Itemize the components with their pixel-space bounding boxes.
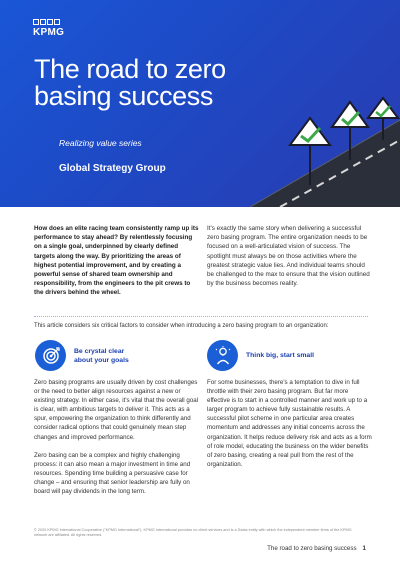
title-line-1: The road to zero (34, 54, 226, 84)
series-label: Realizing value series (59, 138, 142, 148)
factor-think-big-paragraph-1: For some businesses, there's a temptation to dive in full throttle with their zero basing program. But far more effective is to start in a controlled manner and work up to a larger program to achieve fully sustainable results. A successful pilot scheme in one particular area creates momentum and addresses any initial concerns across the organization. It helps reduce delivery risk and acts as a form of role model, educating the business on the wider benefits of zero basing, creating a real pull from the rest of the organization. (207, 379, 372, 468)
factor-think-big-body (207, 378, 372, 469)
legal-notice: © 2020 KPMG International Cooperative ("KPMG International"). KPMG International provides no client services and is a Swiss entity with which the independent member firms of the KPMG network are affiliated. All rights reserved. (34, 528, 352, 537)
lightbulb-person-icon (207, 340, 238, 371)
kpmg-logo-boxes (33, 19, 64, 25)
factor-goals-paragraph-1: Zero basing programs are usually driven by cost challenges or the need to better align resources against a new or existing strategy. In either case, it's vital that the overall goal is clear, with ambitious targets to deliver it. This acts as a spur, empowering the organization to think differently and consider radical options that could genuinely mean step changes and improved performance. (34, 379, 199, 441)
factor-goals-header (35, 340, 144, 371)
footer-title: The road to zero basing success (267, 545, 357, 552)
group-label: Global Strategy Group (59, 163, 166, 174)
intro-paragraph: It's exactly the same story when delivering a successful zero basing program. The entire organization needs to be focused on a well-articulated vision of success. The spotlight must always be on those activities where the greatest strategic value lies. And individual teams should be challenged to the max to ensure that the vision outlined by the business becomes reality. (207, 225, 370, 288)
article-intro-line: This article considers six critical factors to consider when introducing a zero basing program to an organization: (34, 323, 329, 329)
page-title (34, 56, 226, 110)
page-footer (267, 545, 366, 552)
kpmg-logo-text: KPMG (33, 27, 65, 38)
page-number: 1 (362, 545, 366, 552)
factor-think-big-header (207, 340, 314, 371)
hero-banner (0, 0, 400, 207)
kpmg-logo (33, 19, 64, 38)
intro-lead-paragraph: How does an elite racing team consistently ramp up its performance to stay ahead? By relentlessly focusing on a single goal, underpinned by clearly defined targets along the way. By prioritizing the areas of highest potential improvement, and by creating a powerful sense of shared team ownership and responsibility, from the engineers to the pit crews to the drivers behind the wheel. (34, 225, 199, 297)
road-with-signs-illustration (210, 0, 400, 207)
factor-think-big-title: Think big, start small (246, 352, 314, 359)
factor-goals-paragraph-2: Zero basing can be a complex and highly challenging process: it can also mean a major investment in time and resources. Spending time building a persuasive case for change – and ensuring that senior leadership are fully on board will pay dividends in the long term. (34, 451, 191, 496)
title-line-2: basing success (34, 81, 213, 111)
factor-goals-body (34, 378, 202, 496)
target-icon (35, 340, 66, 371)
factor-goals-title: Be crystal clear about your goals (74, 347, 129, 364)
section-divider (34, 316, 368, 317)
